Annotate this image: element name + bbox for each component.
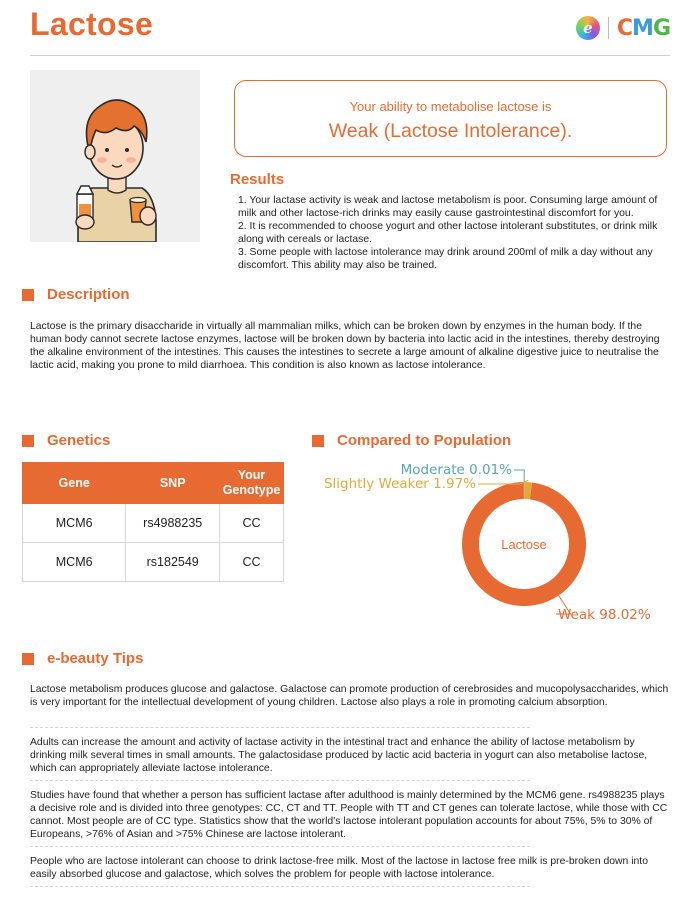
table-header-row (23, 463, 284, 504)
tips-divider (30, 886, 530, 887)
section-marker-icon (22, 653, 34, 665)
section-marker-icon (22, 289, 34, 301)
genetics-heading-label: Genetics (47, 432, 111, 449)
results-list (238, 194, 658, 272)
e-logo-icon: e (576, 16, 600, 40)
population-heading-label: Compared to Population (337, 432, 512, 449)
donut-label-slightly-weaker: Slightly Weaker 1.97% (323, 476, 476, 492)
result-value: Weak (Lactose Intolerance). (328, 120, 573, 142)
population-heading (312, 432, 511, 449)
tips-paragraph: Studies have found that whether a person has sufficient lactase after adulthood is mainly determined by the MCM6 gene. rs4988235 plays a decisive role and is divided into three genotypes: CC, CT and TT. People with TT and CT genes can tolerate lactose, while those with CC cannot. Most people are of CC type. Statistics show that the world's lactose intolerant population accounts for about 75%, 5% to 30% of Europeans, >76% of Asian and >75% Chinese are lactose intolerant. (30, 790, 668, 840)
page-title: Lactose (30, 6, 154, 42)
tips-heading-label: e-beauty Tips (47, 650, 144, 667)
donut-leader-line (514, 470, 524, 482)
table-cell-gene: MCM6 (23, 543, 126, 582)
tips-divider (30, 780, 530, 781)
tips-divider (30, 846, 530, 847)
donut-chart-svg (300, 455, 680, 635)
results-heading: Results (230, 171, 285, 188)
donut-center-label: Lactose (501, 537, 547, 552)
boy-drinking-milk-icon (30, 70, 200, 242)
logo-divider (608, 17, 609, 39)
tips-paragraph: Adults can increase the amount and activity of lactase activity in the intestinal tract and enhance the ability of lactose metabolism by drinking milk several times in small amounts. The galactosidase produced by lactic acid bacteria in yogurt can also metabolise lactose, which can appropriately alleviate lactose intolerance. (30, 737, 648, 774)
genetics-heading (22, 432, 110, 449)
description-text: Lactose is the primary disaccharide in virtually all mammalian milks, which can be broken down by enzymes in the human body. If the human body cannot secrete lactose enzymes, lactose will be broken down by bacteria into lactic acid in the intestines, thereby destroying the alkaline environment of the intestines. This causes the intestines to secrete a large amount of alkaline digestive juice to neutralise the lactic acid, making you prone to mild diarrhoea. This condition is also known as lactose intolerance. (30, 321, 660, 371)
genetics-table (22, 462, 284, 582)
column-header-gene: Gene (23, 463, 126, 504)
section-marker-icon (312, 435, 324, 447)
table-row (23, 543, 284, 582)
column-header-genotype: Your Genotype (220, 463, 284, 504)
table-cell-gene: MCM6 (23, 504, 126, 543)
description-heading-label: Description (47, 286, 130, 303)
results-item: 3. Some people with lactose intolerance may drink around 200ml of milk a day without any discomfort. This ability may also be trained. (238, 247, 653, 271)
header-divider (30, 55, 670, 56)
tips-paragraph: Lactose metabolism produces glucose and galactose. Galactose can promote production of cerebrosides and mucopolysaccharides, which is very important for the intellectual development of young children. Lactose also plays a role in promoting calcium absorption. (30, 684, 669, 708)
tips-paragraph: People who are lactose intolerant can choose to drink lactose-free milk. Most of the lactose in lactose free milk is pre-broken down into easily absorbed glucose and galactose, which solves the problem for people with lactose intolerance. (30, 856, 648, 880)
table-cell-genotype: CC (220, 504, 284, 543)
brand-logo (576, 14, 670, 42)
table-cell-snp: rs4988235 (126, 504, 220, 543)
table-row (23, 504, 284, 543)
donut-label-moderate: Moderate 0.01% (400, 462, 512, 478)
table-cell-snp: rs182549 (126, 543, 220, 582)
description-heading (22, 286, 130, 303)
results-item: 2. It is recommended to choose yogurt and other lactose intolerant substitutes, or drink milk along with cereals or lactase. (238, 221, 658, 245)
tips-heading (22, 650, 143, 667)
cmg-logo: CMG (616, 15, 670, 41)
result-summary-box (234, 80, 667, 157)
results-item: 1. Your lactase activity is weak and lactose metabolism is poor. Consuming large amount of milk and other lactose-rich drinks may easily cause gastrointestinal discomfort for you. (238, 195, 658, 219)
column-header-snp: SNP (126, 463, 220, 504)
tips-divider (30, 727, 530, 728)
result-prefix: Your ability to metabolise lactose is (349, 99, 552, 114)
donut-label-weak: Weak 98.02% (558, 607, 651, 623)
table-cell-genotype: CC (220, 543, 284, 582)
population-donut-chart (300, 455, 680, 635)
donut-leader-line (478, 480, 528, 484)
boy-drinking-milk-illustration (30, 70, 200, 242)
section-marker-icon (22, 435, 34, 447)
